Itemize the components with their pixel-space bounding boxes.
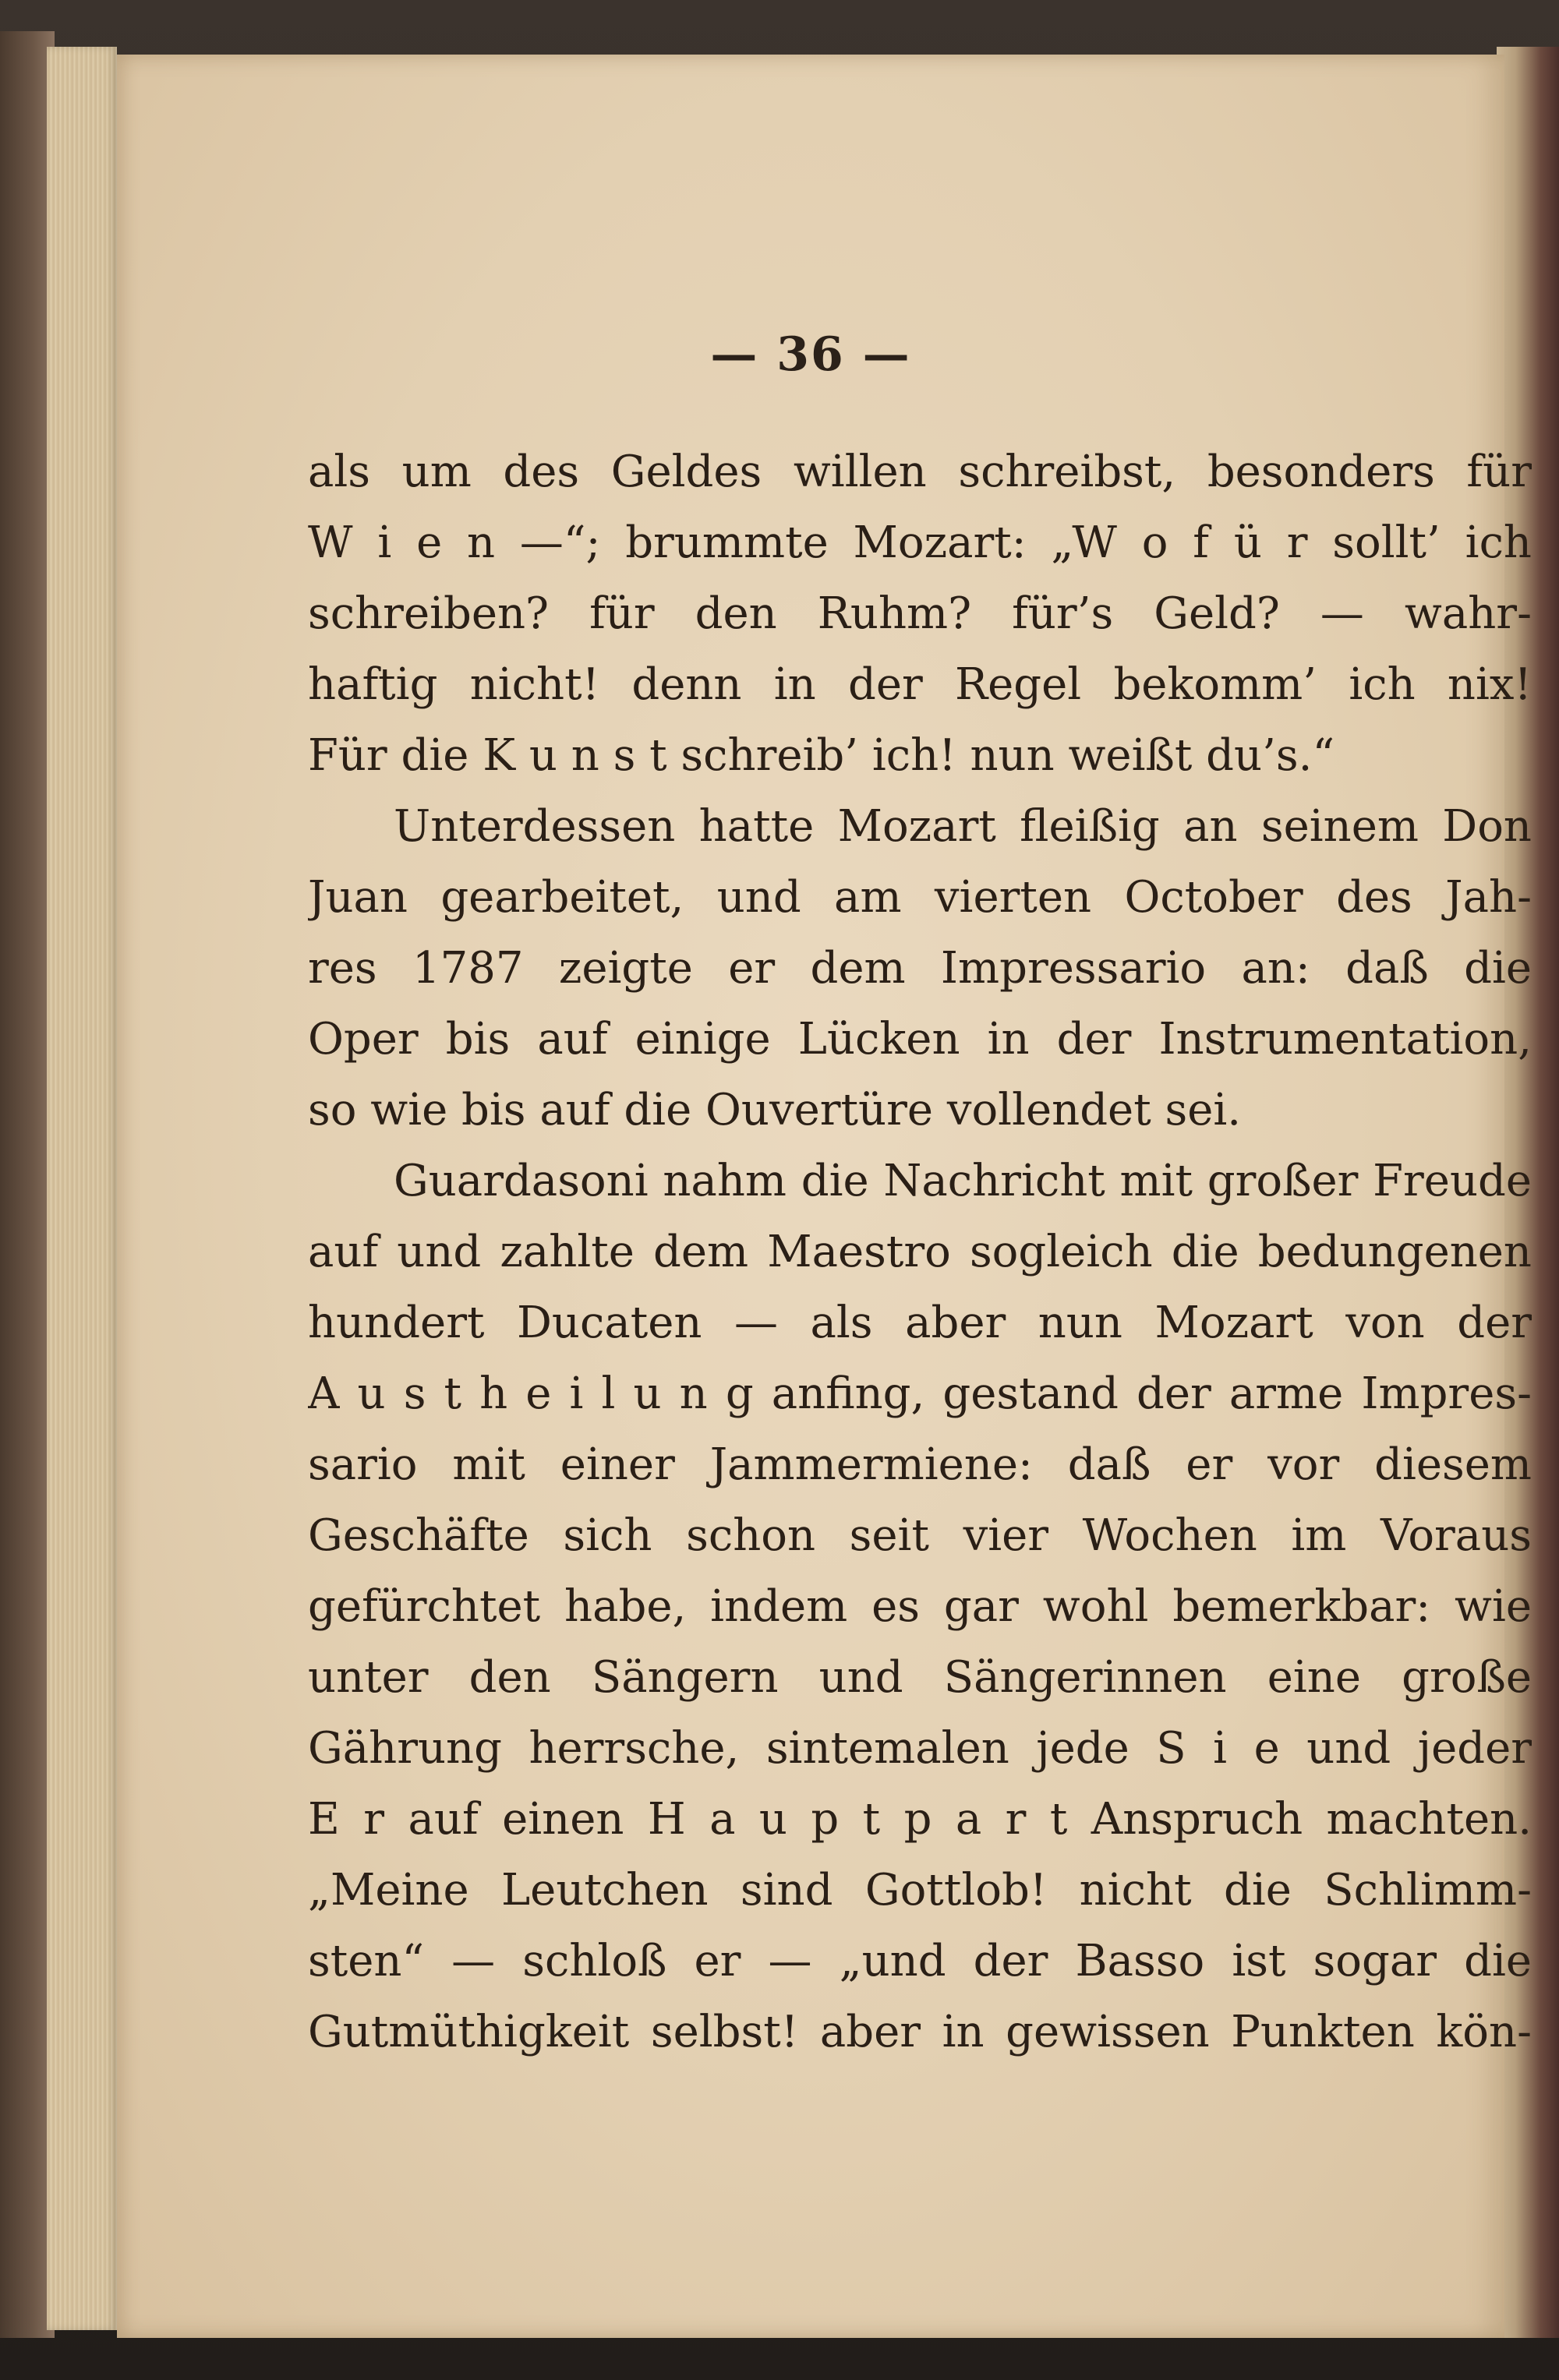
text-line: „Meine Leutchen sind Gottlob! nicht die Schlimm- bbox=[308, 1865, 1532, 1916]
book-page bbox=[117, 55, 1532, 2338]
page-stack-edge bbox=[47, 47, 117, 2330]
text-line: auf und zahlte dem Maestro sogleich die bedungenen bbox=[308, 1227, 1532, 1277]
text-line: als um des Geldes willen schreibst, besonders für bbox=[308, 447, 1532, 497]
text-line: res 1787 zeigte er dem Impressario an: daß die bbox=[308, 943, 1532, 994]
body-text bbox=[308, 436, 1532, 2067]
text-line: hundert Ducaten — als aber nun Mozart von der bbox=[308, 1298, 1532, 1348]
text-line: so wie bis auf die Ouvertüre vollendet sei. bbox=[308, 1085, 1242, 1135]
text-line: W i e n —“; brummte Mozart: „W o f ü r sollt’ ich bbox=[308, 517, 1532, 568]
text-line: haftig nicht! denn in der Regel bekomm’ ich nix! bbox=[308, 659, 1532, 710]
text-line: sario mit einer Jammermiene: daß er vor diesem bbox=[308, 1439, 1532, 1490]
text-line: Oper bis auf einige Lücken in der Instrumentation, bbox=[308, 1014, 1532, 1065]
text-line: Guardasoni nahm die Nachricht mit großer Freude bbox=[394, 1156, 1532, 1206]
text-line: E r auf einen H a u p t p a r t Anspruch machten. bbox=[308, 1794, 1532, 1845]
text-line: Für die K u n s t schreib’ ich! nun weißt du’s.“ bbox=[308, 730, 1335, 781]
text-line: unter den Sängern und Sängerinnen eine große bbox=[308, 1652, 1532, 1703]
text-line: Juan gearbeitet, und am vierten October des Jah- bbox=[308, 872, 1532, 923]
page-number: — 36 — bbox=[710, 327, 911, 382]
text-line: Geschäfte sich schon seit vier Wochen im Voraus bbox=[308, 1510, 1532, 1561]
text-line: gefürchtet habe, indem es gar wohl bemerkbar: wie bbox=[308, 1581, 1532, 1632]
text-line: schreiben? für den Ruhm? für’s Geld? — wahr- bbox=[308, 588, 1532, 639]
text-line: sten“ — schloß er — „und der Basso ist sogar die bbox=[308, 1936, 1532, 1986]
text-line: Gährung herrsche, sintemalen jede S i e und jeder bbox=[308, 1723, 1532, 1774]
text-line: Unterdessen hatte Mozart fleißig an seinem Don bbox=[394, 801, 1532, 852]
text-line: Gutmüthigkeit selbst! aber in gewissen Punkten kön- bbox=[308, 2007, 1532, 2057]
text-line: A u s t h e i l u n g anfing, gestand der arme Impres- bbox=[308, 1368, 1532, 1419]
